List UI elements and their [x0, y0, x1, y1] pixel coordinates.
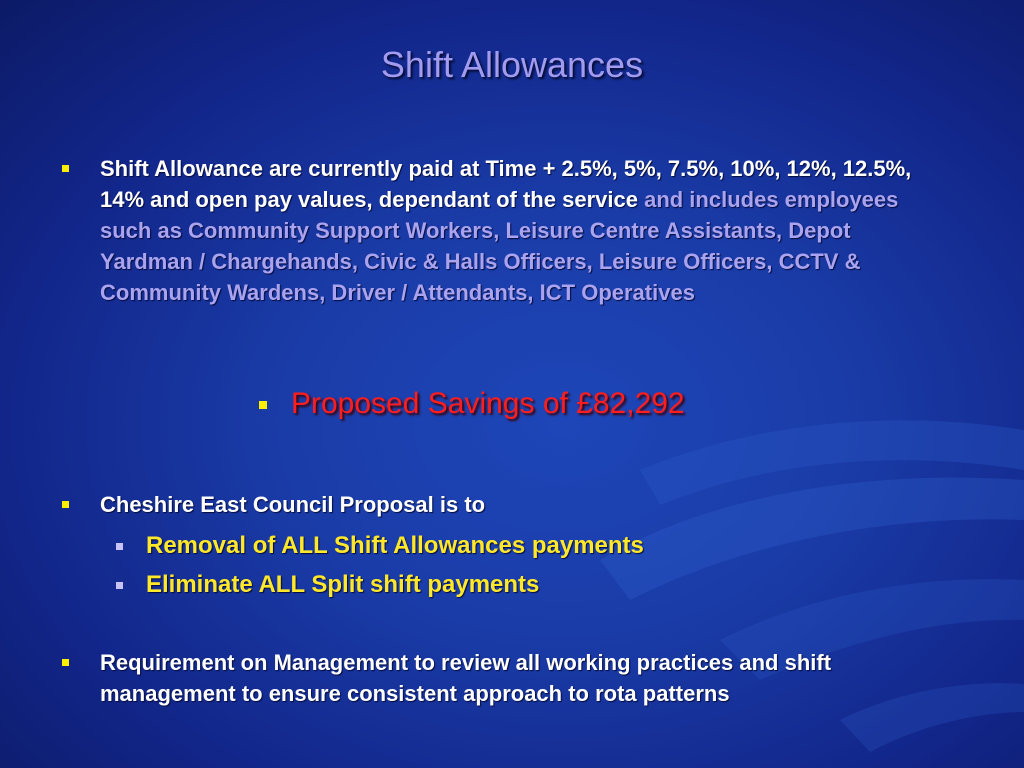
- sub-bullet-removal: [116, 531, 644, 561]
- bullet-square-icon: [62, 659, 69, 666]
- bullet-text-lavender: and includes employees such as Community Support Workers, Leisure Centre Assistants, Depot Yardman / Chargehands, Civic & Halls Officers, Leisure Officers, CCTV & Community Wardens, Driver / Attendants, ICT Operatives: [100, 187, 899, 305]
- requirement-text: Requirement on Management to review all working practices and shift management to ensure consistent approach to rota patterns: [100, 650, 832, 706]
- slide-title: Shift Allowances: [380, 44, 644, 85]
- bullet-square-icon: [116, 543, 123, 550]
- bullet-proposed-savings: [259, 387, 685, 421]
- bullet-square-icon: [62, 165, 69, 172]
- bullet-square-icon: [62, 501, 69, 508]
- sub-bullet-eliminate: [116, 570, 539, 600]
- bullet-text-white: Shift Allowance are currently paid at Time + 2.5%, 5%, 7.5%, 10%, 12%, 12.5%, 14% and open pay values, dependant of the service: [100, 156, 912, 212]
- bullet-shift-allowance: [62, 153, 942, 308]
- bullet-requirement: [62, 647, 962, 709]
- bullet-square-icon: [259, 401, 267, 409]
- proposal-text: Cheshire East Council Proposal is to: [100, 492, 486, 517]
- bullet-text: [100, 153, 942, 308]
- proposed-savings-text: Proposed Savings of £82,292: [291, 387, 685, 420]
- sub-bullet-eliminate-text: Eliminate ALL Split shift payments: [146, 571, 540, 598]
- bullet-proposal: [62, 489, 485, 520]
- bullet-square-icon: [116, 582, 123, 589]
- sub-bullet-removal-text: Removal of ALL Shift Allowances payments: [146, 532, 644, 559]
